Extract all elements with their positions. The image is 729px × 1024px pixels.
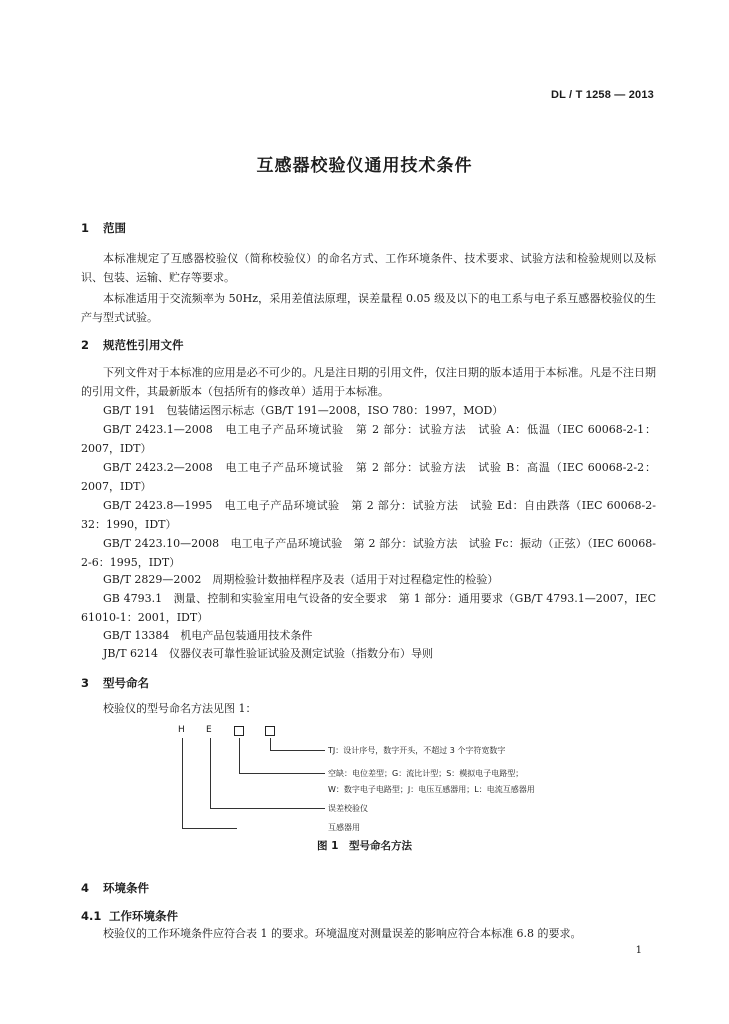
reference-item: JB/T 6214 仪器仪表可靠性验证试验及测定试验（指数分布）导则 [103,647,434,660]
section-title: 型号命名 [103,676,149,690]
reference-item: GB/T 2829—2002 周期检验计数抽样程序及表（适用于对过程稳定性的检验） [103,573,499,586]
section-1-paragraph-2: 本标准适用于交流频率为 50Hz，采用差值法原理，误差量程 0.05 级及以下的电工系与电子系互感器校验仪的生产与型式试验。 [81,292,656,324]
leader-arm-1 [270,750,325,751]
label-design-serial: TJ：设计序号，数字开头，不超过 3 个字符宽数字 [328,746,506,755]
code-box-1 [234,726,244,736]
section-1-paragraph-1: 本标准规定了互感器校验仪（简称校验仪）的命名方式、工作环境条件、技术要求、试验方法和检验规则以及标识、包装、运输、贮存等要求。 [81,252,656,284]
reference-item: GB/T 2423.10—2008 电工电子产品环境试验 第 2 部分：试验方法 试验 Fc：振动（正弦）（IEC 60068-2-6：1995，IDT） [81,537,656,569]
leader-line-h [182,738,183,828]
label-error-calibrator: 误差校验仪 [328,804,368,813]
section-title: 工作环境条件 [109,909,178,923]
section-number: 4.1 [81,909,102,923]
leader-arm-4 [182,828,237,829]
page-number: 1 [635,945,642,956]
leader-line-box-1 [239,738,240,773]
reference-item: GB 4793.1 测量、控制和实验室用电气设备的安全要求 第 1 部分：通用要求（GB/T 4793.1—2007，IEC 61010-1：2001，IDT） [81,592,656,624]
section-title: 范围 [103,221,126,235]
code-box-2 [265,726,275,736]
leader-line-e [210,738,211,808]
reference-item: GB/T 2423.8—1995 电工电子产品环境试验 第 2 部分：试验方法 试验 Ed：自由跌落（IEC 60068-2-32：1990，IDT） [81,499,656,531]
standard-code: DL / T 1258 — 2013 [550,89,654,101]
section-4-1-paragraph: 校验仪的工作环境条件应符合表 1 的要求。环境温度对测量误差的影响应符合本标准 6.8 的要求。 [103,927,582,940]
label-transformer-use: 互感器用 [328,823,360,832]
leader-line-box-2 [270,738,271,750]
section-number: 4 [81,881,90,895]
section-number: 2 [81,338,90,352]
section-3-intro: 校验仪的型号命名方法见图 1： [103,702,257,715]
label-type-codes-cont: W：数字电子电路型；J：电压互感器用；L：电流互感器用 [328,785,535,794]
section-2-intro: 下列文件对于本标准的应用是必不可少的。凡是注日期的引用文件，仅注日期的版本适用于本标准。凡是不注日期的引用文件，其最新版本（包括所有的修改单）适用于本标准。 [81,366,656,398]
section-3-heading [81,675,149,691]
reference-item: GB/T 13384 机电产品包装通用技术条件 [103,629,313,642]
section-4-1-heading [81,908,178,924]
section-number: 3 [81,676,90,690]
model-naming-diagram [170,723,570,833]
reference-item: GB/T 2423.1—2008 电工电子产品环境试验 第 2 部分：试验方法 试验 A：低温（IEC 60068-2-1：2007，IDT） [81,423,656,455]
section-number: 1 [81,221,90,235]
section-1-heading [81,220,126,236]
leader-arm-3 [210,808,325,809]
figure-caption: 图 1 型号命名方法 [317,840,412,852]
reference-item: GB/T 2423.2—2008 电工电子产品环境试验 第 2 部分：试验方法 试验 B：高温（IEC 60068-2-2：2007，IDT） [81,461,656,493]
section-2-heading [81,337,184,353]
label-type-codes: 空缺：电位差型；G：流比计型；S：模拟电子电路型； [328,769,524,778]
leader-arm-2 [239,773,325,774]
code-letter-e: E [206,725,212,735]
section-title: 规范性引用文件 [103,338,184,352]
section-4-heading [81,880,149,896]
reference-item: GB/T 191 包装储运图示标志（GB/T 191—2008，ISO 780：1997，MOD） [103,404,504,417]
document-title: 互感器校验仪通用技术条件 [256,156,473,176]
section-title: 环境条件 [103,881,149,895]
code-letter-h: H [178,725,185,735]
